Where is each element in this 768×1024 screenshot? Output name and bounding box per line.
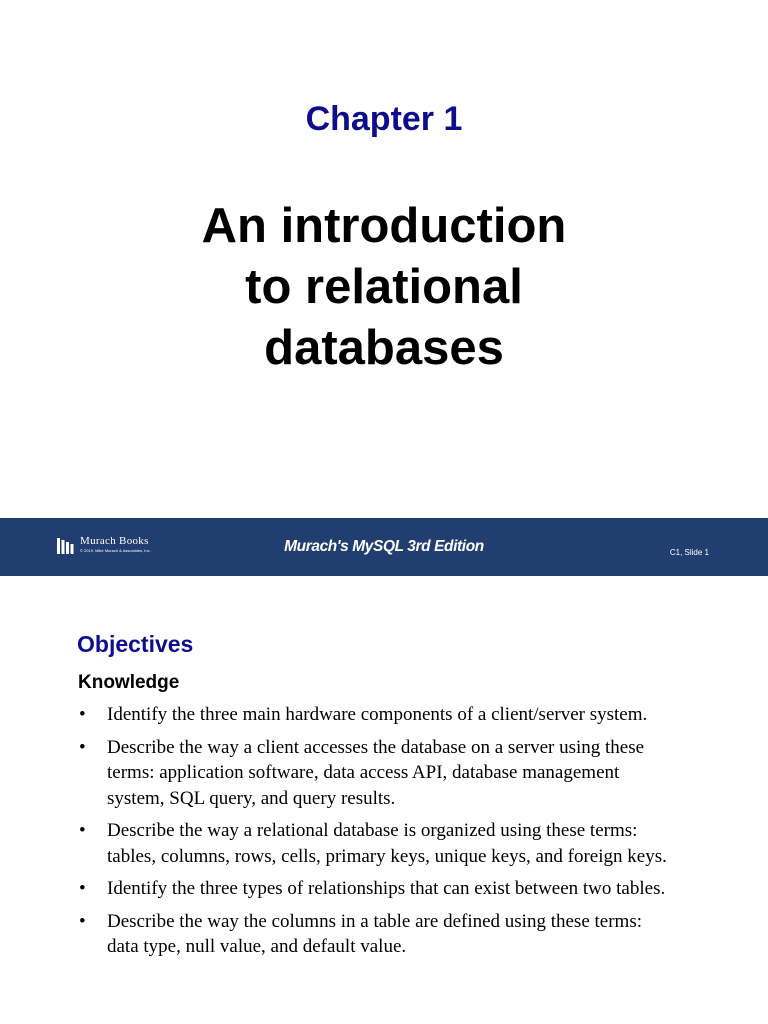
list-item: [78, 735, 678, 812]
bullet-dot: •: [79, 704, 86, 725]
copyright-text: © 2019, Mike Murach & Associates, Inc.: [80, 548, 151, 553]
list-item: [78, 876, 678, 902]
slide-title: [0, 196, 768, 379]
knowledge-subheading: Knowledge: [78, 672, 180, 693]
objectives-heading: Objectives: [77, 631, 194, 657]
list-item-text: Identify the three main hardware components of a client/server system.: [107, 704, 648, 725]
bullet-dot: •: [79, 878, 86, 899]
bullet-dot: •: [79, 820, 86, 841]
bullet-dot: •: [79, 736, 86, 758]
slide-number: C1, Slide 1: [669, 548, 709, 557]
publisher-name: Murach Books: [80, 535, 149, 547]
objectives-slide: [0, 576, 768, 1024]
list-item-text: Describe the way a relational database is organized using these terms: tables, columns, rows, cells, primary keys, unique keys, and foreign keys.: [107, 820, 667, 867]
title-line: databases: [264, 321, 504, 375]
book-title: Murach's MySQL 3rd Edition: [284, 538, 484, 555]
bullet-dot: •: [79, 910, 86, 932]
chapter-label: Chapter 1: [305, 100, 463, 138]
list-item: [78, 702, 678, 728]
footer-bar: [0, 518, 768, 576]
list-item-text: Identify the three types of relationships that can exist between two tables.: [107, 878, 666, 899]
list-item: [78, 818, 678, 869]
title-line: An introduction: [201, 199, 567, 253]
title-line: to relational: [245, 260, 523, 314]
objectives-list: [78, 702, 678, 967]
list-item-text: Describe the way the columns in a table are defined using these terms: data type, null value, and default value.: [107, 910, 642, 957]
list-item-text: Describe the way a client accesses the database on a server using these terms: application software, data access API, database management system, SQL query, and query results.: [107, 736, 645, 809]
list-item: [78, 909, 678, 960]
